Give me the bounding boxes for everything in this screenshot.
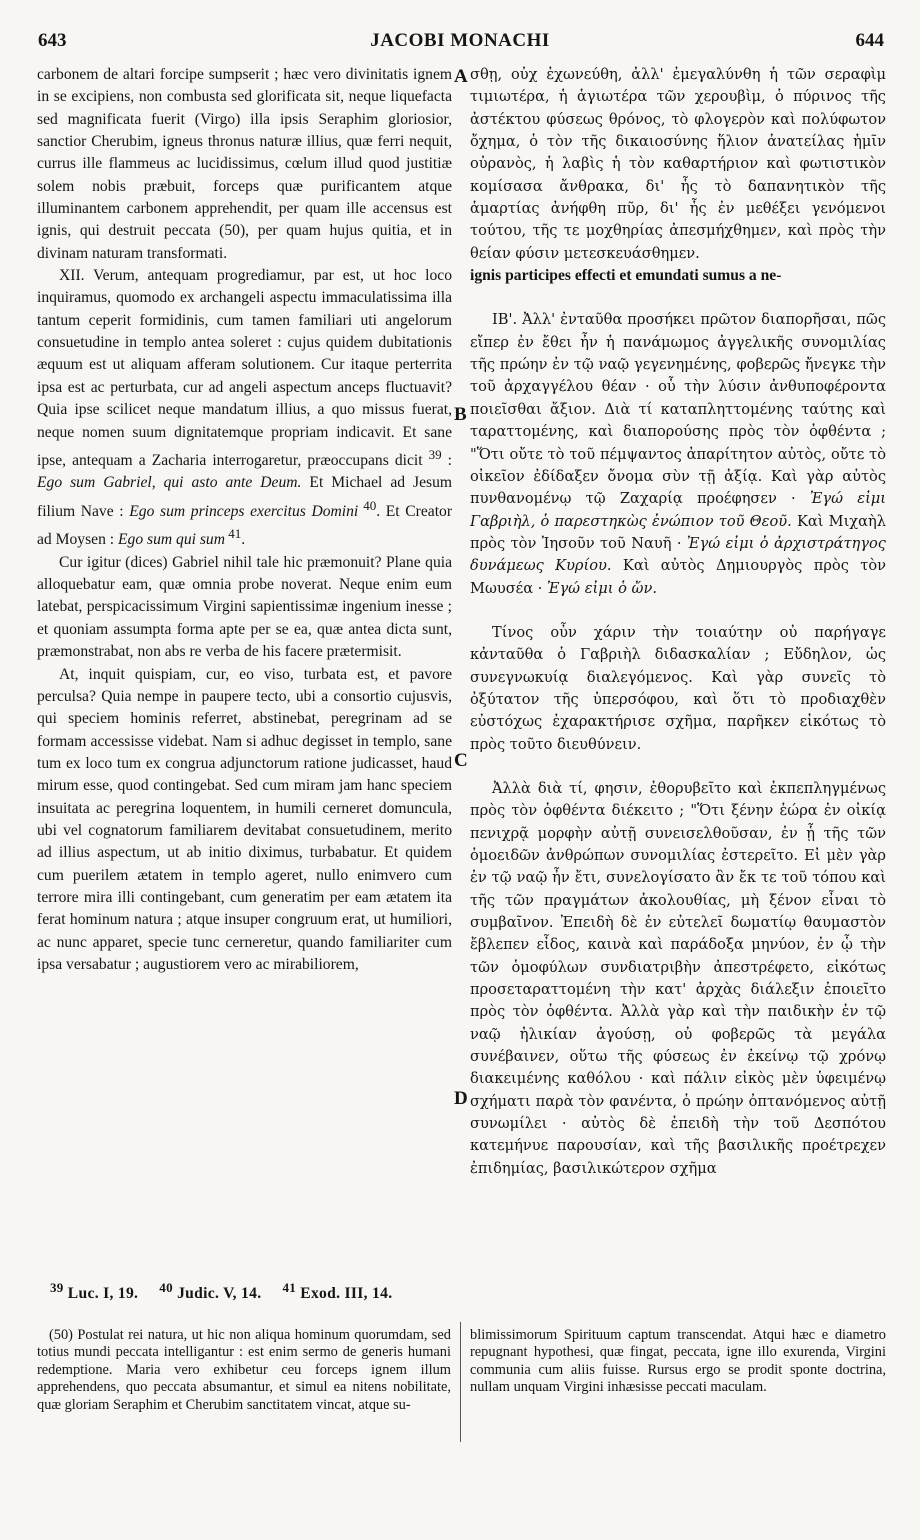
greek-paragraph-2 — [470, 309, 886, 599]
page-header — [34, 30, 886, 60]
text-run: Καὶ Μιχαὴλ πρὸς τὸν Ἰησοῦν τοῦ Ναυῆ · — [470, 512, 886, 552]
page-number-right: 644 — [855, 30, 884, 51]
note-ref-39: 39 — [428, 446, 442, 462]
note-ref-41: 41 — [225, 526, 242, 542]
latin-column — [37, 64, 452, 976]
page-number-left: 643 — [38, 30, 67, 51]
reference-luke: Luc. I, 19. — [63, 1285, 139, 1303]
quote-michael: Ego sum princeps exercitus Domini — [129, 502, 359, 520]
ref-number: 41 — [282, 1280, 297, 1295]
greek-paragraph-4: Ἀλλὰ διὰ τί, φησιν, ἐθορυβεῖτο καὶ ἐκπεπληγμένως πρὸς τὸν ὀφθέντα διέκειτο ; "Ὅτι ξένην ἑώρα ἐν οἰκίᾳ πενιχρᾷ μορφὴν αὐτῇ συνεισελθοῦσαν, ἐν ᾗ τῆς τῶν ὁμοειδῶν ἀνθρώπων συνομιλίας ἐστερεῖτο. Εἰ μὲν γὰρ ἐν τῷ ναῷ ἦν ἔτι, συνελογίσατο ἂν ἔκ τε τοῦ τόπου καὶ τῆς τῶν πραγμάτων ἀκολουθίας, μὴ ξένον εἶναι τὸ συμβαῖνον. Ἐπειδὴ δὲ ἐν εὐτελεῖ δωματίῳ θαυμαστὸν ἔβλεπεν εἶδος, καινὰ καὶ παράδοξα μηνύον, ἐν ᾧ τὴν τῶν ὁμοφύλων συνδιατριβὴν ἀπεστρέφετο, εἰκότως προσεταραττομένη τὴν κατ' ἀρχὰς διάλεξιν ἐποιεῖτο πρὸς τὸν ὀφθέντα. Ἀλλὰ γὰρ καὶ τὴν παιδικὴν ἐν τῷ ναῷ ἡλικίαν ἀγούσῃ, οὐ φοβερῶς τὰ μεγάλα συνέβαινεν, οὕτω τῆς φύσεως ἐν ἐκείνῳ τῷ χρόνῳ διακειμένης καθόλου · καὶ πάλιν εἰκὸς μὲν ὑφειμένῳ σχήματι παρὰ τὸν φανέντα, ὁ πρώην ὀπτανόμενος αὐτῇ συνωμίλει · αὐτὸς δὲ ἐπειδὴ τὴν τοῦ Δεσπότου κατεμήνυε παρουσίαν, καὶ τῆς βασιλικῆς προέτρεχεν ἐπιδημίας, βασιλικώτερον σχῆμα — [470, 779, 886, 1177]
scripture-references — [50, 1280, 450, 1303]
ref-number: 39 — [50, 1280, 64, 1295]
latin-paragraph-3: Cur igitur (dices) Gabriel nihil tale hic præmonuit? Plane quia alloquebatur eam, quæ omnia probe noverat. Neque enim eum latebat, perspicacissimum Virgini sapientissimæ ingenium inesse ; et quoniam assumpta forma apte per se ea, quæ antea dicta sunt, præmonstrabat, non abs re verba de his facere prætermisit. — [37, 553, 452, 661]
greek-quote-michael: Ἐγώ εἰμι ὁ ἀρχιστράτηγος δυνάμεως Κυρίου. — [470, 534, 886, 575]
text-run: Et Michael ad Jesum filium Nave : — [37, 474, 453, 520]
margin-letter-a: A — [454, 66, 468, 87]
greek-quote-gabriel: Ἐγώ εἰμι Γαβριὴλ, ὁ παρεστηκὼς ἐνώπιον τοῦ Θεοῦ. — [470, 490, 886, 530]
greek-quote-creator: Ἐγώ εἰμι ὁ ὤν. — [547, 579, 657, 597]
text-run: Καὶ αὐτὸς Δημιουργὸς πρὸς τὸν Μωυσέα · — [470, 557, 886, 597]
quote-gabriel: Ego sum Gabriel, qui asto ante Deum. — [37, 474, 302, 492]
greek-column — [470, 64, 886, 1180]
margin-letter-b: B — [454, 404, 467, 425]
margin-letter-c: C — [454, 750, 468, 771]
reference-exodus: Exod. III, 14. — [296, 1285, 393, 1303]
latin-paragraph-2 — [37, 265, 452, 552]
text-run: ΙΒ'. Ἀλλ' ἐνταῦθα προσήκει πρῶτον διαπορῆσαι, πῶς εἴπερ ἐν ἔθει ἦν ἡ πανάμωμος ἀγγελικῆς συνομιλίας τῆς πρώην ἐν τῷ ναῷ γεγενημένης, φοβερῶς ἤνεγκε τὴν τοῦ ἀρχαγγέλου θέαν · οὗ τὴν λύσιν ἀνθυποφέροντα ποιεῖσθαι ἄξιον. Διὰ τί καταπληττομένης ταύτης καὶ ταραττομένης, καὶ διαπορούσης πρὸς τὸν ὀφθέντα ; "Ὅτι οὔτε τὸ τοῦ πέμψαντος ἀπαρίτητον αὐτὸς, οὔτε τὸ οἰκεῖον ἐδίδαξεν ὄνομα σὺν τῇ ἀξίᾳ. Καὶ γὰρ αὐτὸς πυνθανομένῳ τῷ Ζαχαρίᾳ προέφησεν · — [470, 311, 886, 508]
note-ref-40: 40 — [358, 497, 377, 513]
margin-letter-d: D — [454, 1088, 468, 1109]
footnote-left: (50) Postulat rei natura, ut hic non aliqua hominum quorumdam, sed totius mundi peccata intelligantur : est enim sermo de generis humani redemptione. Maria vero exhibetur ceu forceps ignem illum apprehendens, quo peccata absumantur, et simul ea nitens nobilitate, quæ gloriam Seraphim et Cherubim sanctitatem vincat, atque su- — [37, 1327, 451, 1413]
quote-creator: Ego sum qui sum — [118, 531, 225, 549]
text-run: : — [441, 452, 452, 470]
greek-paragraph-3: Τίνος οὖν χάριν τὴν τοιαύτην οὐ παρήγαγε κἀνταῦθα ὁ Γαβριὴλ διδασκαλίαν ; Εὔδηλον, ὡς συνεγνωκυίᾳ διαλεγόμενος. Καὶ γὰρ συνεῖς τὸ ὀξύτατον τῆς ὑπερσόφου, καὶ ὅτι τὸ προδιαχθὲν εὐστόχως ἐχαρακτήρισε σχῆμα, παρῆκεν εἰκότως τὸ πρὸς τοῦτο διευθύνειν. — [470, 623, 886, 753]
text-run: XII. Verum, antequam progrediamur, par est, ut hoc loco inquiramus, quomodo ex archangeli aspectu immaculatissima illa tantum ceperit formidinis, cum tamen familiari uti angelorum consuetudine in templo antea soleret : cujus quidem dubitationis æquum est ut aliquam afferam solutionem. Cur itaque perterrita ipsa est ac perturbata, cur ad angeli aspectum anceps fluctuavit? Quia ipse scilicet neque mandatum illius, a quo missus fuerat, neque nomen suum dignitatemque propriam indicavit. Et sane ipse, antequam a Zacharia interrogaretur, præoccupans dicit — [37, 267, 452, 470]
reference-judges: Judic. V, 14. — [172, 1285, 262, 1303]
footnote-right: blimissimorum Spirituum captum transcendat. Atqui hæc e diametro repugnant hypothesi, quæ fingat, peccata, igne illo exurenda, Virgini communia cum aliis fuisse. Rursus ergo se prodit sponte doctrina, nullam unquam Virgini inhæsisse peccati maculam. — [470, 1327, 886, 1396]
ref-number: 40 — [159, 1280, 173, 1295]
latin-paragraph-1: carbonem de altari forcipe sumpserit ; hæc vero divinitatis ignem in se excipiens, non combusta sed glorificata sit, neque liquefacta sed magnificata fuerit (Virgo) illa ipsis Seraphim gloriosior, sanctior Cherubim, igneus thronus naturæ illius, quæ ferri nequit, currus ille flammeus ac lucidissimus, cœlum illud quod justitiæ solem nobis præbuit, forceps quæ purificantem atque illuminantem carbonem apprehendit, per quam ille accensus est ignis, qui destruit peccata (50), per quam hujus quitia, et in divinam naturam transformati. — [37, 66, 452, 262]
latin-paragraph-4: At, inquit quispiam, cur, eo viso, turbata est, et pavore perculsa? Quia nempe in paupere tecto, ubi a consortio cujusvis, qui speciem hominis referret, abstinebat, peregrinam ad se formam accessisse videbat. Nam si adhuc degisset in templo, sane tum ex loco tum ex congrua adjunctorum ratione judicasset, haud mirum esse, quod contingebat. Sed cum miram jam hanc speciem insuitata ac peregrina loquentem, in humili cerneret domuncula, ubi vel cognatorum familiarem devitabat consuetudinem, merito ad illius aspectum, ut ab initio diximus, turbabatur. Et quidem cum puerilem ætatem in templo ageret, nullo enimvero cum terrore mira illi contingebant, cum generatim per eam ætatem ita ferat hominum natura ; atque insuper congruum erat, ut humiliori, ac nunc apparet, specie tunc cerneretur, quando familiariter cum ipsa versabatur ; augustiorem vero ac mirabiliorem, — [37, 665, 452, 973]
running-title: JACOBI MONACHI — [370, 30, 550, 51]
text-run: . — [241, 531, 246, 549]
greek-latin-line: ignis participes effecti et emundati sumus a ne- — [470, 267, 782, 285]
text-run: . Et Creator ad Moysen : — [37, 502, 453, 549]
greek-paragraph-1: σθῃ, οὐχ ἐχωνεύθη, ἀλλ' ἐμεγαλύνθη ἡ τῶν σεραφὶμ τιμιωτέρα, ἡ ἁγιωτέρα τῶν χερουβὶμ, ὁ πύρινος τῆς ἀστέκτου φύσεως θρόνος, τὸ φλογερὸν καὶ πολύφωτον ὄχημα, ὁ τὸν τῆς δικαιοσύνης ἥλιον ἀνατείλας ἡμῖν οὐρανὸς, ἡ λαβὶς ἡ τὸν καθαρτήριον καὶ φωτιστικὸν κομίσασα ἄνθρακα, δι' ἧς τὸ δαπανητικὸν τῆς ἁμαρτίας ἀνήφθη πῦρ, δι' ἧς ἐν μεθέξει γενόμενοι τούτου, τῆς τε μοχθηρίας ἀπεσμήχθημεν, καὶ πρὸς τὴν θείαν φύσιν μετεσκευάσθημεν. — [470, 66, 886, 262]
footnote-divider — [460, 1322, 461, 1442]
